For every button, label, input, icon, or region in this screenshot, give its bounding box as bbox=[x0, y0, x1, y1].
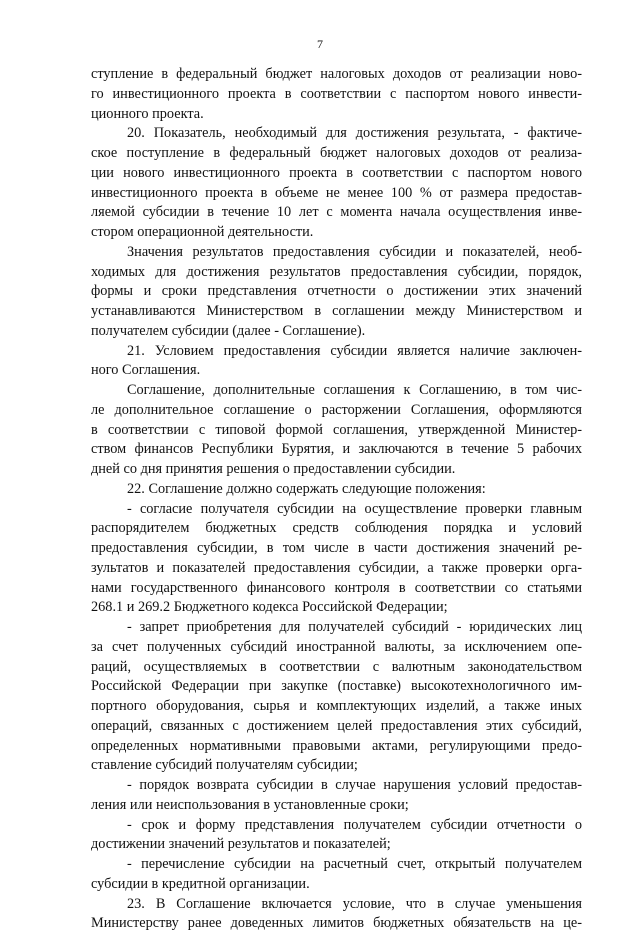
text-line: - запрет приобретения для получателей субсидий - юридических лиц bbox=[127, 619, 582, 635]
text-line: нами государственного финансового контроля в соответствии со статьями bbox=[91, 579, 582, 596]
text-line: 268.1 и 269.2 Бюджетного кодекса Российской Федерации; bbox=[91, 599, 448, 616]
text-line: за счет полученных субсидий иностранной валюты, за исключением опе- bbox=[91, 638, 582, 655]
text-line: ле дополнительное соглашение о расторжении Соглашения, оформляются bbox=[91, 401, 582, 418]
text-line: Российской Федерации при закупке (поставке) высокотехнологичного им- bbox=[91, 678, 582, 695]
text-line: раций, осуществляемых в соответствии с валютным законодательством bbox=[91, 658, 582, 675]
text-line: 20. Показатель, необходимый для достижения результата, - фактиче- bbox=[127, 125, 582, 142]
text-line: портного оборудования, сырья и комплектующих изделий, а также иных bbox=[91, 698, 582, 714]
text-line: ставление субсидий получателям субсидии; bbox=[91, 757, 358, 774]
text-line: ционного проекта. bbox=[91, 105, 204, 122]
text-line: - согласие получателя субсидии на осуществление проверки главным bbox=[127, 500, 582, 517]
text-line: инвестиционного проекта в объеме не менее 100 % от размера предостав- bbox=[91, 184, 582, 201]
text-line: операций, связанных с достижением целей предоставления этих субсидий, bbox=[91, 717, 582, 734]
text-line: ством финансов Республики Бурятия, и заключаются в течение 5 рабочих bbox=[91, 441, 582, 458]
text-line: 23. В Соглашение включается условие, что в случае уменьшения bbox=[127, 895, 582, 912]
text-line: ступление в федеральный бюджет налоговых доходов от реализации ново- bbox=[91, 66, 582, 82]
text-line: Соглашение, дополнительные соглашения к Соглашению, в том чис- bbox=[127, 382, 582, 398]
text-line: ляемой субсидии в течение 10 лет с момента начала осуществления инве- bbox=[91, 204, 582, 221]
text-line: 21. Условием предоставления субсидии является наличие заключен- bbox=[127, 342, 582, 359]
text-line: получателем субсидии (далее - Соглашение). bbox=[91, 322, 366, 339]
text-line: ции нового инвестиционного проекта в соответствии с паспортом нового bbox=[91, 164, 582, 181]
text-line: Министерству ранее доведенных лимитов бюджетных обязательств на це- bbox=[91, 915, 582, 932]
text-line: - срок и форму представления получателем субсидии отчетности о bbox=[127, 816, 582, 833]
text-line: формы и сроки представления отчетности о достижении этих значений bbox=[91, 283, 582, 300]
text-line: в соответствии с типовой формой соглашения, утвержденной Министер- bbox=[91, 421, 582, 438]
text-line: субсидии в кредитной организации. bbox=[91, 875, 310, 892]
page-number: 7 bbox=[317, 37, 323, 51]
text-line: достижении значений результатов и показателей; bbox=[91, 836, 391, 853]
text-line: - перечисление субсидии на расчетный счет, открытый получателем bbox=[127, 856, 582, 872]
text-line: ходимых для достижения результатов предоставления субсидии, порядок, bbox=[91, 263, 582, 280]
text-line: - порядок возврата субсидии в случае нарушения условий предостав- bbox=[127, 777, 582, 793]
text-line: ское поступление в федеральный бюджет налоговых доходов от реализа- bbox=[91, 145, 582, 161]
text-line: ного Соглашения. bbox=[91, 362, 201, 379]
text-line: дней со дня принятия решения о предоставлении субсидии. bbox=[91, 461, 456, 477]
text-line: ления или неиспользования в установленные сроки; bbox=[91, 796, 409, 813]
body-text bbox=[91, 65, 582, 934]
text-line: распорядителем бюджетных средств соблюдения порядка и условий bbox=[91, 520, 582, 537]
text-line: го инвестиционного проекта в соответствии с паспортом нового инвести- bbox=[91, 85, 582, 102]
text-line: стором операционной деятельности. bbox=[91, 224, 314, 240]
text-line: зультатов и показателей предоставления субсидии, а также проверки орга- bbox=[91, 559, 582, 576]
text-line: устанавливаются Министерством в соглашении между Министерством и bbox=[91, 303, 582, 319]
text-line: Значения результатов предоставления субсидии и показателей, необ- bbox=[127, 243, 582, 260]
text-line: предоставления субсидии, в том числе в части достижения значений ре- bbox=[91, 540, 582, 556]
text-line: определенных нормативными правовыми актами, регулирующими предо- bbox=[91, 737, 582, 754]
text-line: 22. Соглашение должно содержать следующие положения: bbox=[127, 480, 486, 497]
